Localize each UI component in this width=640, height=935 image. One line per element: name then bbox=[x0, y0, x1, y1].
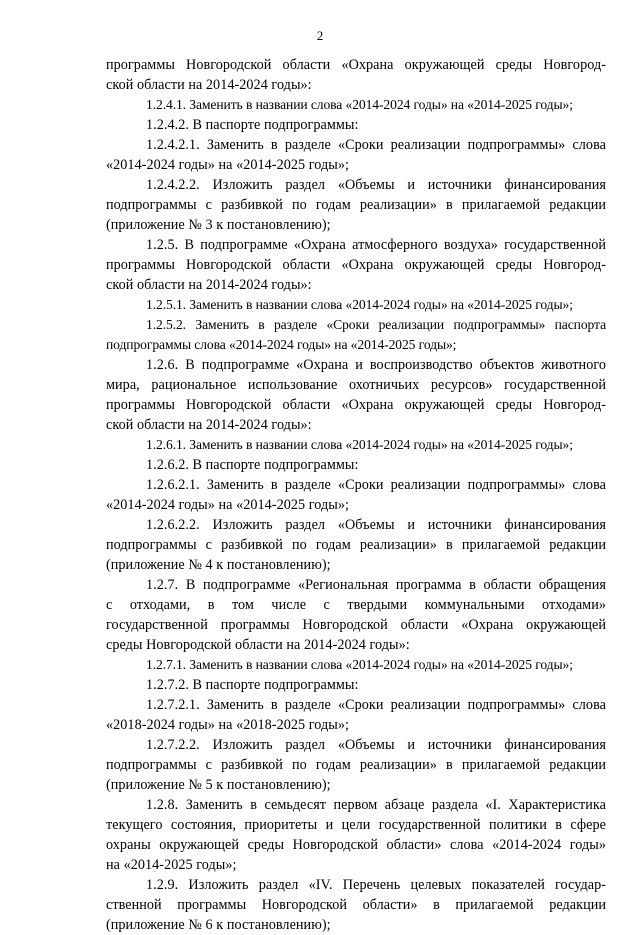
text-line: (приложение № 3 к постановлению); bbox=[106, 217, 331, 233]
text-line: подпрограммы с разбивкой по годам реализации» в прилагаемой редакции bbox=[106, 197, 606, 213]
text-line: на «2014-2025 годы»; bbox=[106, 857, 237, 873]
text-line: 1.2.4.1. Заменить в названии слова «2014-2024 годы» на «2014-2025 годы»; bbox=[146, 97, 573, 112]
document-body bbox=[106, 55, 606, 935]
text-line: 1.2.6.1. Заменить в названии слова «2014-2024 годы» на «2014-2025 годы»; bbox=[146, 437, 573, 452]
text-line: (приложение № 5 к постановлению); bbox=[106, 777, 331, 793]
text-line: «2014-2024 годы» на «2014-2025 годы»; bbox=[106, 157, 349, 173]
text-line: подпрограммы с разбивкой по годам реализации» в прилагаемой редакции bbox=[106, 757, 606, 773]
text-line: с отходами, в том числе с твердыми коммунальными отходами» bbox=[106, 597, 606, 613]
text-line: 1.2.7.1. Заменить в названии слова «2014-2024 годы» на «2014-2025 годы»; bbox=[146, 657, 573, 672]
text-line: охраны окружающей среды Новгородской области» слова «2014-2024 годы» bbox=[106, 837, 606, 853]
text-line: текущего состояния, приоритеты и цели государственной политики в сфере bbox=[106, 817, 606, 833]
text-line: 1.2.4.2.2. Изложить раздел «Объемы и источники финансирования bbox=[146, 177, 606, 193]
text-line: 1.2.6. В подпрограмме «Охрана и воспроизводство объектов животного bbox=[146, 357, 606, 373]
text-line: (приложение № 4 к постановлению); bbox=[106, 557, 331, 573]
text-line: 1.2.5.1. Заменить в названии слова «2014-2024 годы» на «2014-2025 годы»; bbox=[146, 297, 573, 312]
text-line: 1.2.4.2. В паспорте подпрограммы: bbox=[146, 117, 359, 133]
text-line: 1.2.5. В подпрограмме «Охрана атмосферного воздуха» государственной bbox=[146, 237, 606, 253]
text-line: 1.2.6.2. В паспорте подпрограммы: bbox=[146, 457, 359, 473]
text-line: подпрограммы слова «2014-2024 годы» на «2014-2025 годы»; bbox=[106, 337, 457, 352]
text-line: «2014-2024 годы» на «2014-2025 годы»; bbox=[106, 497, 349, 513]
text-line: ской области на 2014-2024 годы»: bbox=[106, 417, 312, 433]
text-line: 1.2.6.2.2. Изложить раздел «Объемы и источники финансирования bbox=[146, 517, 606, 533]
text-line: программы Новгородской области «Охрана окружающей среды Новгород- bbox=[106, 257, 606, 273]
text-line: 1.2.8. Заменить в семьдесят первом абзаце раздела «I. Характеристика bbox=[146, 797, 606, 813]
text-line: мира, рациональное использование охотничьих ресурсов» государственной bbox=[106, 377, 606, 393]
text-line: 1.2.7.2. В паспорте подпрограммы: bbox=[146, 677, 359, 693]
text-line: программы Новгородской области «Охрана окружающей среды Новгород- bbox=[106, 397, 606, 413]
text-line: 1.2.7.2.1. Заменить в разделе «Сроки реализации подпрограммы» слова bbox=[146, 697, 606, 713]
text-line: 1.2.7.2.2. Изложить раздел «Объемы и источники финансирования bbox=[146, 737, 606, 753]
text-line: 1.2.6.2.1. Заменить в разделе «Сроки реализации подпрограммы» слова bbox=[146, 477, 606, 493]
text-line: ской области на 2014-2024 годы»: bbox=[106, 77, 312, 93]
text-line: среды Новгородской области на 2014-2024 годы»: bbox=[106, 637, 410, 653]
text-line: 1.2.7. В подпрограмме «Региональная программа в области обращения bbox=[146, 577, 606, 593]
page-number: 2 bbox=[316, 28, 324, 43]
text-line: ской области на 2014-2024 годы»: bbox=[106, 277, 312, 293]
text-line: государственной программы Новгородской области «Охрана окружающей bbox=[106, 617, 606, 633]
text-line: 1.2.4.2.1. Заменить в разделе «Сроки реализации подпрограммы» слова bbox=[146, 137, 606, 153]
text-line: программы Новгородской области «Охрана окружающей среды Новгород- bbox=[106, 57, 606, 73]
text-line: подпрограммы с разбивкой по годам реализации» в прилагаемой редакции bbox=[106, 537, 606, 553]
text-line: ственной программы Новгородской области» в прилагаемой редакции bbox=[106, 897, 606, 913]
text-line: (приложение № 6 к постановлению); bbox=[106, 917, 331, 933]
text-line: «2018-2024 годы» на «2018-2025 годы»; bbox=[106, 717, 349, 733]
text-line: 1.2.5.2. Заменить в разделе «Сроки реализации подпрограммы» паспорта bbox=[146, 317, 606, 332]
text-line: 1.2.9. Изложить раздел «IV. Перечень целевых показателей государ- bbox=[146, 877, 606, 893]
